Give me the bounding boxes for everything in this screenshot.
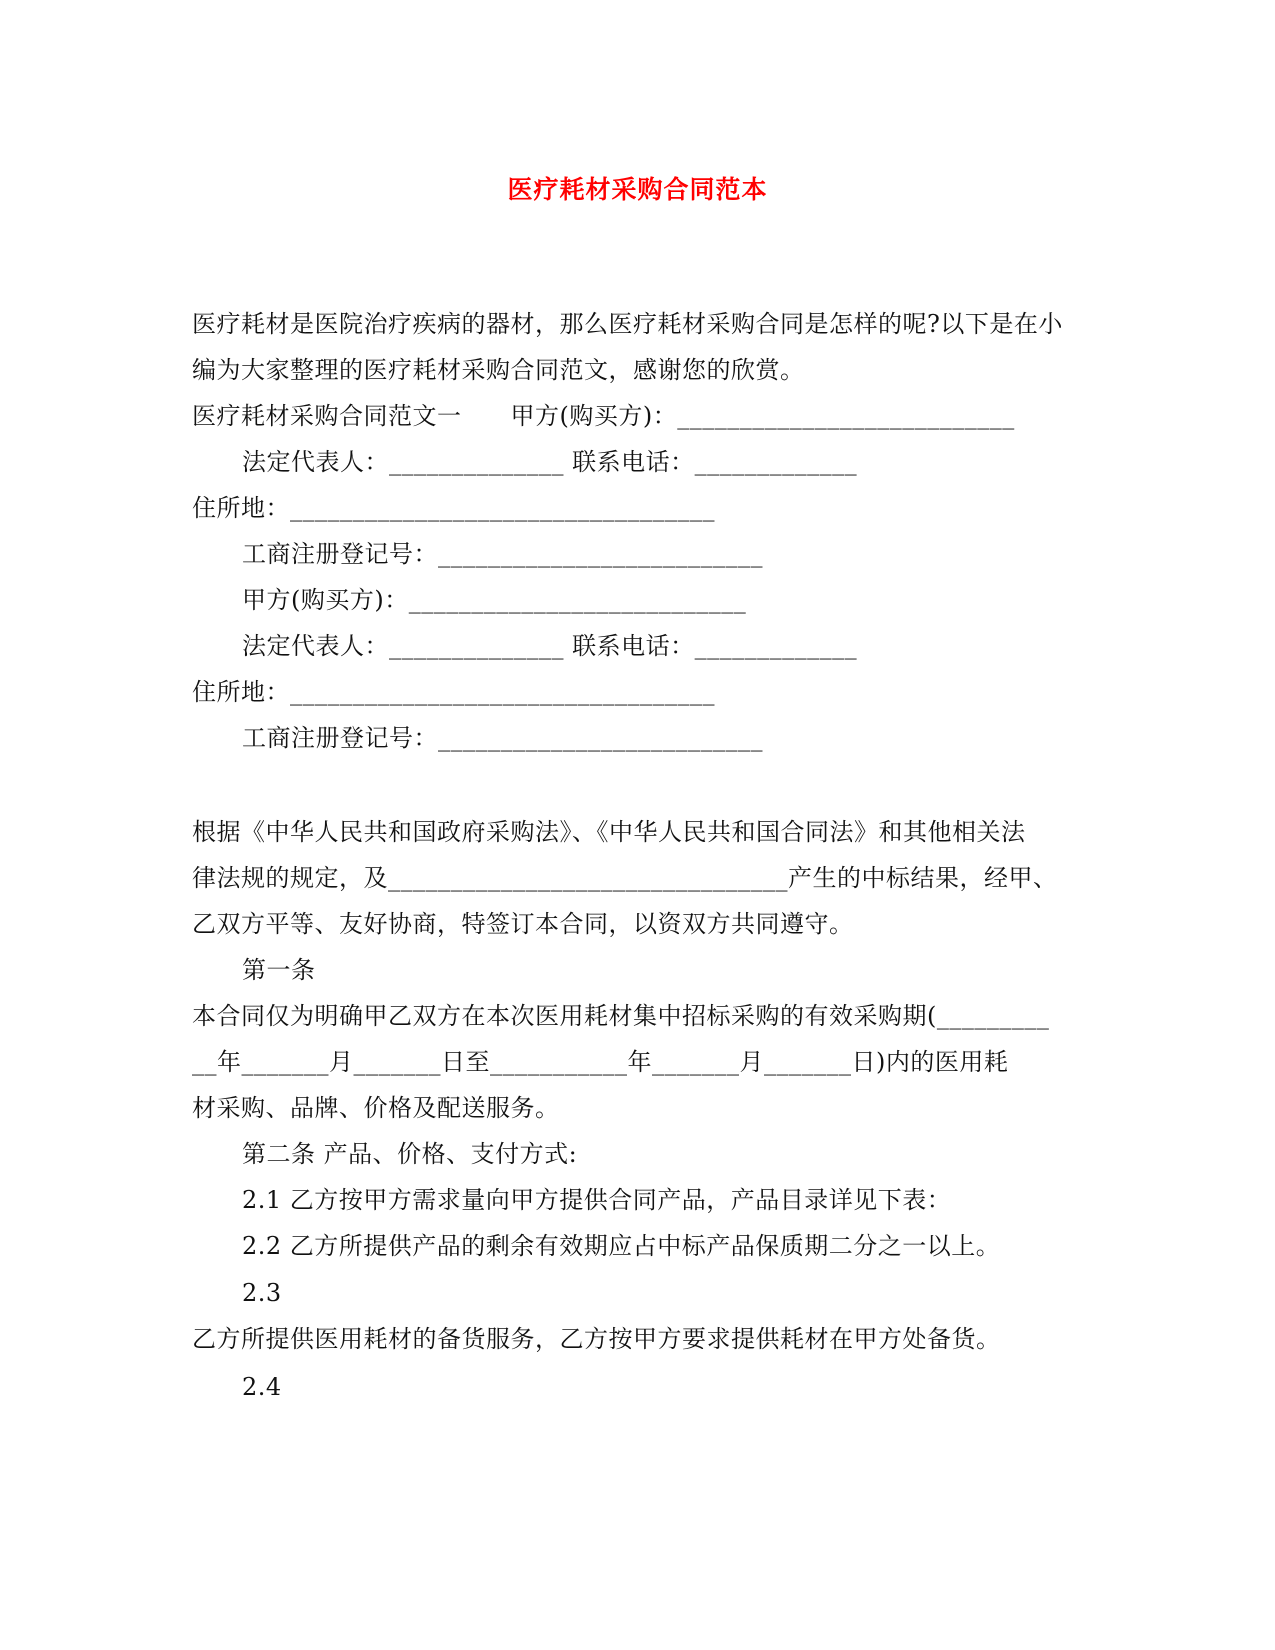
clause-2-4-number: 2.4	[242, 1373, 282, 1401]
article-1-line-1: 本合同仅为明确甲乙双方在本次医用耗材集中招标采购的有效采购期(_________	[192, 1002, 1050, 1030]
clause-2-3-text: 乙方所提供医用耗材的备货服务，乙方按甲方要求提供耗材在甲方处备货。	[192, 1325, 1001, 1353]
party-a-line-2: 甲方(购买方)：___________________________	[242, 586, 747, 614]
basis-line-1: 根据《中华人民共和国政府采购法》、《中华人民共和国合同法》和其他相关法	[192, 818, 1026, 846]
clause-2-2: 2.2 乙方所提供产品的剩余有效期应占中标产品保质期二分之一以上。	[242, 1232, 1001, 1260]
registration-line-1: 工商注册登记号：__________________________	[242, 540, 763, 568]
intro-line-2: 编为大家整理的医疗耗材采购合同范文，感谢您的欣赏。	[192, 356, 805, 384]
legal-rep-line-1: 法定代表人：______________ 联系电话：_____________	[242, 448, 858, 476]
basis-line-2: 律法规的规定，及________________________________产生的中标结果，经甲、	[192, 864, 1058, 892]
article-1-line-3: 材采购、品牌、价格及配送服务。	[192, 1094, 560, 1122]
address-line-1: 住所地：__________________________________	[192, 494, 715, 522]
document-title: 医疗耗材采购合同范本	[507, 175, 768, 204]
party-a-heading: 医疗耗材采购合同范文一 甲方(购买方)：___________________________	[192, 402, 1015, 430]
article-2-heading: 第二条 产品、价格、支付方式:	[242, 1140, 578, 1168]
clause-2-3-number: 2.3	[242, 1279, 282, 1307]
article-1-heading: 第一条	[242, 956, 316, 984]
intro-line-1: 医疗耗材是医院治疗疾病的器材，那么医疗耗材采购合同是怎样的呢?以下是在小	[192, 310, 1063, 338]
legal-rep-line-2: 法定代表人：______________ 联系电话：_____________	[242, 632, 858, 660]
clause-2-1: 2.1 乙方按甲方需求量向甲方提供合同产品，产品目录详见下表：	[242, 1186, 952, 1214]
address-line-2: 住所地：__________________________________	[192, 678, 715, 706]
article-1-line-2: __年_______月_______日至___________年_______月_______日)内的医用耗	[192, 1048, 1009, 1076]
basis-line-3: 乙双方平等、友好协商，特签订本合同，以资双方共同遵守。	[192, 910, 854, 938]
registration-line-2: 工商注册登记号：__________________________	[242, 724, 763, 752]
